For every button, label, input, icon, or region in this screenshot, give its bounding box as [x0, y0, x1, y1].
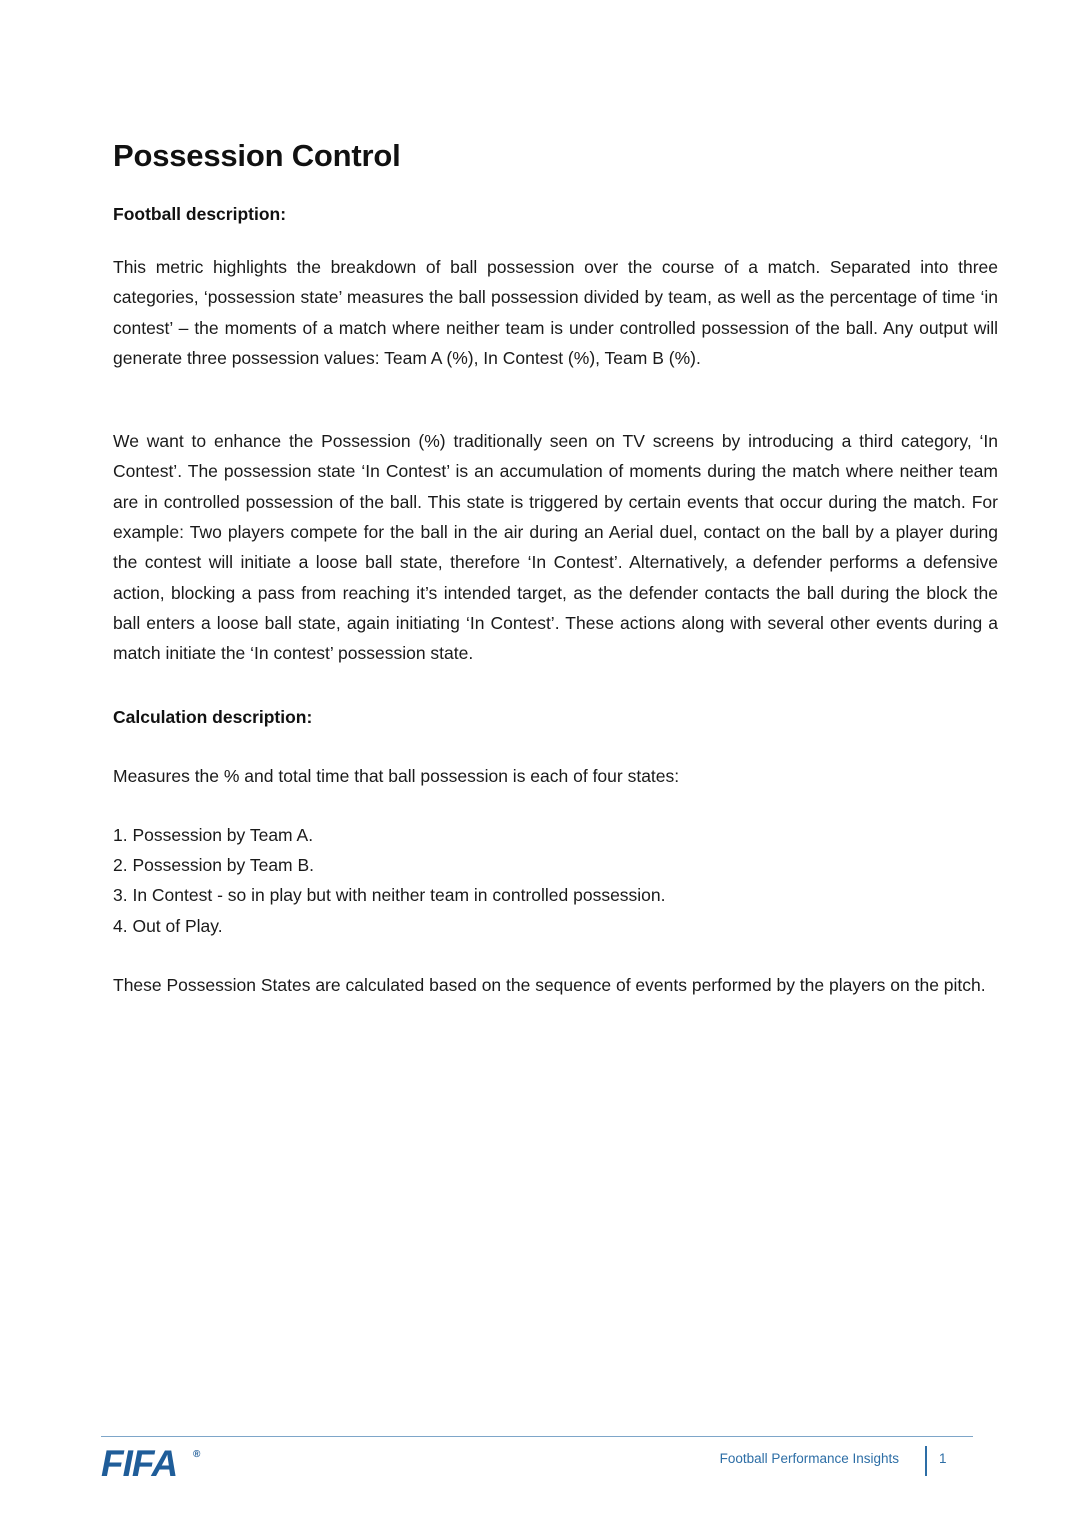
footer-rule	[101, 1436, 973, 1437]
fifa-logo	[101, 1444, 205, 1480]
page-number: 1	[939, 1451, 947, 1466]
in-contest-paragraph: We want to enhance the Possession (%) traditionally seen on TV screens by introducing a third category, ‘In Contest’. The possession state ‘In Contest’ is an accumulation of moments during the match where neither team are in controlled possession of the ball. This state is triggered by certain events that occur during the match. For example: Two players compete for the ball in the air during an Aerial duel, contact on the ball by a player during the contest will initiate a loose ball state, therefore ‘In Contest’. Alternatively, a defender performs a defensive action, blocking a pass from reaching it’s intended target, as the defender contacts the ball during the block the ball enters a loose ball state, again initiating ‘In Contest’. These actions along with several other events during a match initiate the ‘In contest’ possession state.	[113, 431, 998, 664]
calculation-description-paragraph: Measures the % and total time that ball possession is each of four states:	[113, 765, 680, 786]
list-item: 4. Out of Play.	[113, 915, 223, 936]
possession-states-list	[113, 820, 998, 941]
list-item: 3. In Contest - so in play but with neither team in controlled possession.	[113, 885, 666, 906]
list-item: 2. Possession by Team B.	[113, 855, 315, 876]
footer-divider	[925, 1446, 927, 1476]
calculation-description-heading: Calculation description:	[113, 706, 313, 727]
registered-mark: ®	[193, 1449, 201, 1460]
list-item: 1. Possession by Team A.	[113, 824, 314, 845]
logo-text: FIFA	[101, 1444, 178, 1480]
possession-states-note: These Possession States are calculated based on the sequence of events performed by the players on the pitch.	[113, 975, 986, 996]
footer-label: Football Performance Insights	[719, 1451, 899, 1466]
football-description-paragraph: This metric highlights the breakdown of ball possession over the course of a match. Separated into three categories, ‘possession state’ measures the ball possession divided by team, as well as the percentage of time ‘in contest’ – the moments of a match where neither team is under controlled possession of the ball. Any output will generate three possession values: Team A (%), In Contest (%), Team B (%).	[113, 257, 998, 368]
page-content	[113, 138, 998, 1000]
page-title: Possession Control	[113, 138, 401, 173]
football-description-heading: Football description:	[113, 204, 287, 224]
